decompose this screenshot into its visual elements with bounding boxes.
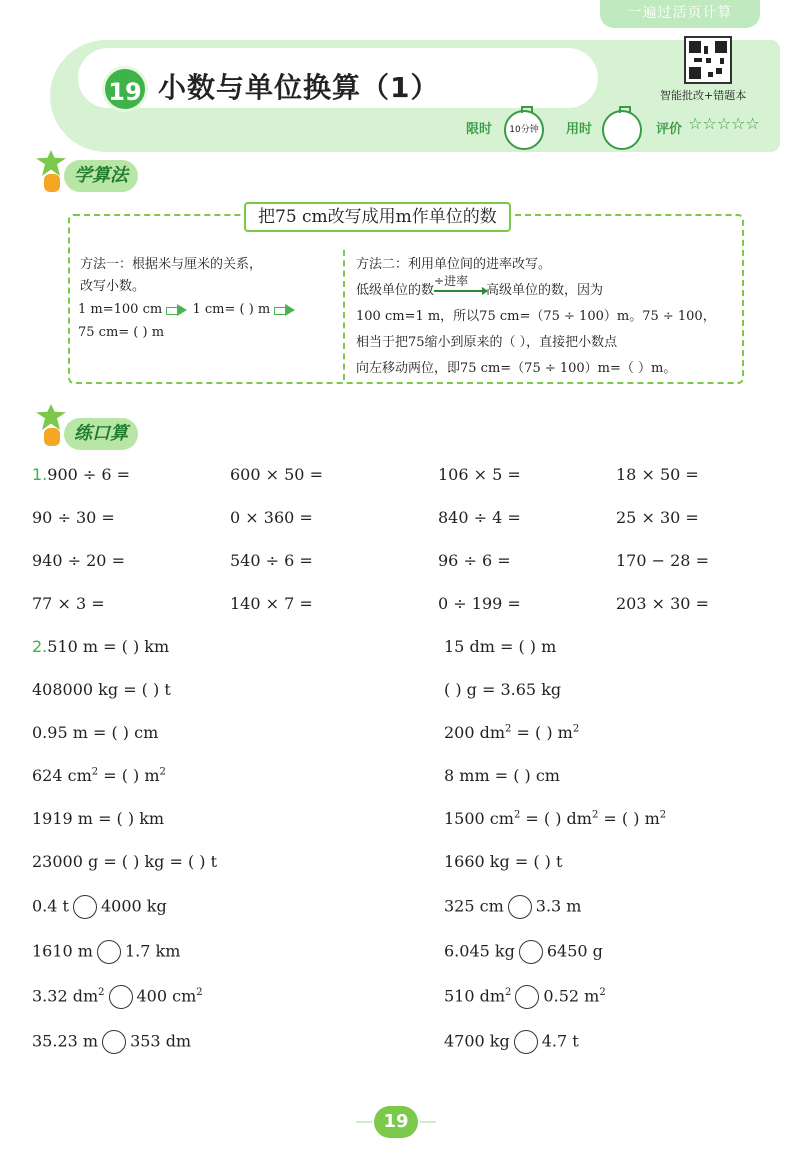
- problem: 510 m = ( ) km: [47, 637, 170, 656]
- problem: 140 × 7 =: [230, 594, 313, 613]
- method-two-line3: 100 cm=1 m，所以75 cm=（75 ÷ 100）m。75 ÷ 100，: [356, 309, 716, 324]
- compare-circle[interactable]: [508, 895, 532, 919]
- low-unit-text: 低级单位的数: [356, 283, 435, 298]
- section-learn-label: 学算法: [64, 160, 138, 192]
- compare-problem: 4700 kg 4.7 t: [444, 1030, 579, 1054]
- time-used-label: 用时: [566, 122, 593, 137]
- qr-code-icon[interactable]: [684, 36, 732, 84]
- conversion-problem: ( ) g = 3.65 kg: [444, 680, 562, 699]
- problem: 77 × 3 =: [32, 594, 105, 613]
- conversion-problem: 23000 g = ( ) kg = ( ) t: [32, 852, 218, 871]
- time-limit-value: 10分钟: [509, 125, 539, 135]
- method-two-line1: 方法二：利用单位间的进率改写。: [356, 257, 552, 272]
- meter-cm-relation: 1 m=100 cm: [78, 302, 163, 317]
- rating-stars-icon[interactable]: ☆☆☆☆☆: [688, 114, 760, 133]
- compare-problem: 1610 m 1.7 km: [32, 940, 180, 964]
- compare-problem: 6.045 kg 6450 g: [444, 940, 603, 964]
- rating-label: 评价: [656, 122, 683, 137]
- method-one-line2: 改写小数。: [80, 279, 146, 294]
- carry-label: ÷进率: [434, 274, 469, 288]
- method-two-line2: [356, 274, 604, 300]
- arrow-right-icon: [166, 304, 188, 316]
- method-divider: [343, 250, 345, 380]
- conversion-problem: [32, 637, 169, 656]
- compare-circle[interactable]: [97, 940, 121, 964]
- part1-label: 1.: [32, 465, 48, 484]
- compare-circle[interactable]: [519, 940, 543, 964]
- compare-circle[interactable]: [109, 985, 133, 1009]
- mascot-star-icon: [34, 404, 70, 448]
- problem: 25 × 30 =: [616, 508, 699, 527]
- method-two-line4: 相当于把75缩小到原来的（ ），直接把小数点: [356, 335, 618, 350]
- compare-problem: 3.32 $dm^2$ 400 $cm^2$: [32, 985, 203, 1009]
- arrow-right-icon: [274, 304, 296, 316]
- conversion-problem: 0.95 m = ( ) cm: [32, 723, 159, 742]
- problem: 0 ÷ 199 =: [438, 594, 521, 613]
- part1-row1-c1: [32, 465, 130, 484]
- page-title: 小数与单位换算（1）: [158, 71, 440, 104]
- compare-problem: 325 cm 3.3 m: [444, 895, 581, 919]
- conversion-problem: 1919 m = ( ) km: [32, 809, 165, 828]
- problem: 0 × 360 =: [230, 508, 313, 527]
- compare-circle[interactable]: [73, 895, 97, 919]
- one-cm-blank: 1 cm= ( ) m: [192, 302, 271, 317]
- conversion-problem: 15 dm = ( ) m: [444, 637, 557, 656]
- conversion-problem: 200 $dm^2$ = ( ) $m^2$: [444, 723, 580, 742]
- section-practice-label: 练口算: [64, 418, 138, 450]
- carry-arrow: [434, 274, 486, 300]
- problem: 18 × 50 =: [616, 465, 699, 484]
- problem: 840 ÷ 4 =: [438, 508, 521, 527]
- time-used-timer[interactable]: [602, 110, 642, 150]
- time-limit-label: 限时: [466, 122, 493, 137]
- problem: 900 ÷ 6 =: [47, 465, 131, 484]
- method-two-line5: 向左移动两位，即75 cm=（75 ÷ 100）m=（ ）m。: [356, 361, 677, 376]
- compare-circle[interactable]: [515, 985, 539, 1009]
- problem: 106 × 5 =: [438, 465, 521, 484]
- part2-label: 2.: [32, 637, 48, 656]
- compare-problem: 35.23 m 353 dm: [32, 1030, 191, 1054]
- method-one-line3: [78, 301, 296, 319]
- problem: 96 ÷ 6 =: [438, 551, 511, 570]
- conversion-problem: 624 $cm^2$ = ( ) $m^2$: [32, 766, 166, 785]
- compare-circle[interactable]: [102, 1030, 126, 1054]
- problem: 600 × 50 =: [230, 465, 323, 484]
- problem: 170 − 28 =: [616, 551, 709, 570]
- method-title: 把75 cm改写成用m作单位的数: [244, 202, 511, 232]
- compare-problem: 510 $dm^2$ 0.52 $m^2$: [444, 985, 606, 1009]
- problem: 90 ÷ 30 =: [32, 508, 115, 527]
- problem: 203 × 30 =: [616, 594, 709, 613]
- qr-caption: 智能批改+错题本: [660, 89, 747, 102]
- conversion-problem: 1660 kg = ( ) t: [444, 852, 563, 871]
- series-tab: 一遍过活页计算: [600, 0, 760, 28]
- method-one-line4: 75 cm= ( ) m: [78, 325, 165, 340]
- problem: 540 ÷ 6 =: [230, 551, 313, 570]
- conversion-problem: 408000 kg = ( ) t: [32, 680, 171, 699]
- method-one-line1: 方法一：根据米与厘米的关系，: [80, 257, 263, 272]
- conversion-problem: 8 mm = ( ) cm: [444, 766, 560, 785]
- compare-circle[interactable]: [514, 1030, 538, 1054]
- compare-problem: 0.4 t 4000 kg: [32, 895, 167, 919]
- page-number: 19: [374, 1106, 418, 1138]
- problem: 940 ÷ 20 =: [32, 551, 125, 570]
- conversion-problem: 1500 $cm^2$ = ( ) $dm^2$ = ( ) $m^2$: [444, 809, 667, 828]
- lesson-number-badge: 19: [102, 66, 148, 112]
- time-limit-timer: [504, 110, 544, 150]
- high-unit-text: 高级单位的数，因为: [486, 283, 604, 298]
